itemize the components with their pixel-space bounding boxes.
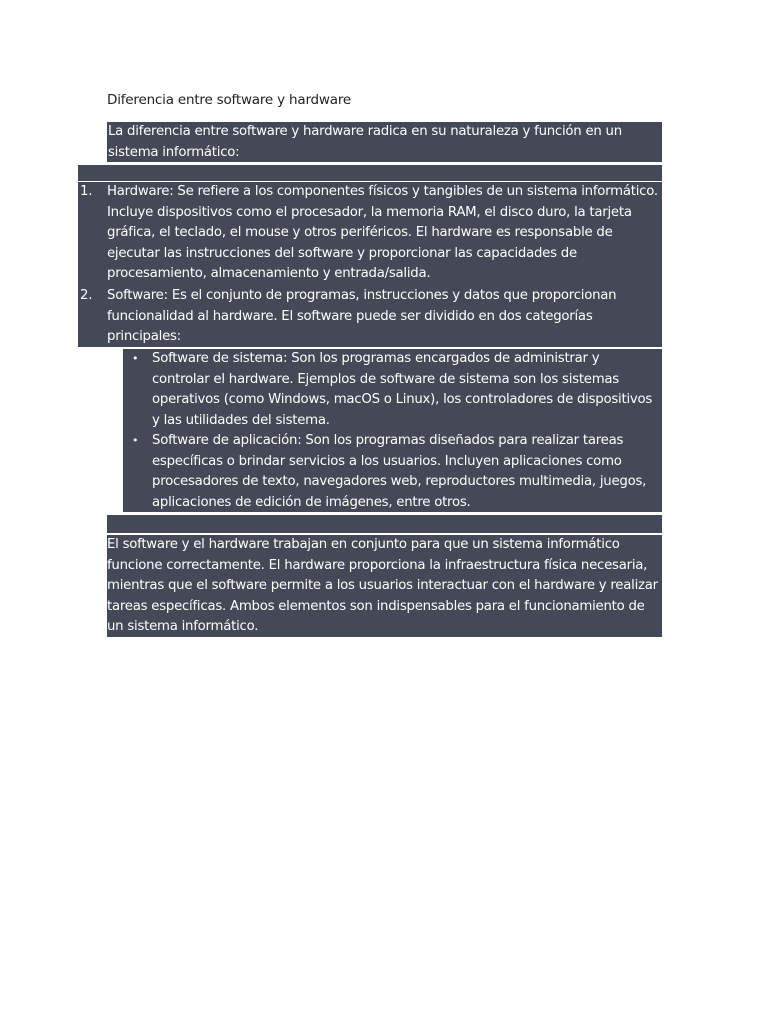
bullet-list (123, 349, 662, 512)
list-number: 1. (80, 184, 93, 199)
list-item-text: Hardware: Se refiere a los componentes físicos y tangibles de un sistema informático. Incluye dispositivos como el procesador, la memoria RAM, el disco duro, la tarjeta gráfica, el teclado, el mouse y otros periféricos. El hardware es responsable de ejecutar las instrucciones del software y proporcionar las capacidades de procesamiento, almacenamiento y entrada/salida. (107, 184, 658, 282)
conclusion-text: El software y el hardware trabajan en conjunto para que un sistema informático funcione correctamente. El hardware proporciona la infraestructura física necesaria, mientras que el software permite a los usuarios interactuar con el hardware y realizar tareas específicas. Ambos elementos son indispensables para el funcionamiento de un sistema informático. (107, 537, 658, 635)
bullet-icon: • (132, 434, 139, 447)
bullet-item-text: Software de sistema: Son los programas encargados de administrar y controlar el hardware. Ejemplos de software de sistema son los sistemas operativos (como Windows, macOS o Linux), los controladores de dispositivos y las utilidades del sistema. (152, 351, 653, 428)
intro-text: La diferencia entre software y hardware radica en su naturaleza y función en un sistema informático: (108, 124, 622, 160)
list-number: 2. (80, 288, 93, 303)
conclusion-paragraph-block (107, 535, 662, 637)
highlight-spacer-row (78, 165, 662, 181)
bullet-item-text: Software de aplicación: Son los programas diseñados para realizar tareas específicas o brindar servicios a los usuarios. Incluyen aplicaciones como procesadores de texto, navegadores web, reproductores multimedia, juegos, aplicaciones de edición de imágenes, entre otros. (152, 433, 647, 510)
intro-paragraph-block (107, 122, 662, 162)
highlight-spacer-row (107, 515, 662, 533)
page-title: Diferencia entre software y hardware (107, 92, 351, 108)
list-item-text: Software: Es el conjunto de programas, instrucciones y datos que proporcionan funcionalidad al hardware. El software puede ser dividido en dos categorías principales: (107, 288, 617, 345)
bullet-icon: • (132, 352, 139, 365)
numbered-list (78, 182, 662, 347)
